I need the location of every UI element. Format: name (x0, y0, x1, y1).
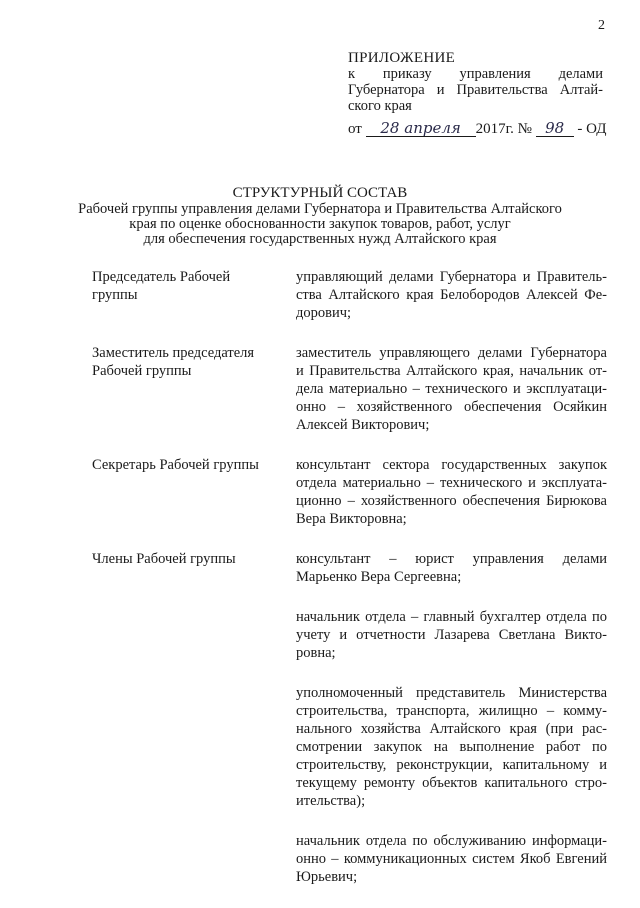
description-line: консультант – юрист управления делами (296, 551, 607, 567)
role-title-line: Рабочей группы (92, 363, 192, 379)
description-line: управляющий делами Губернатора и Правитель- (296, 269, 607, 285)
description-line: онно – хозяйственного обеспечения Осяйкин (296, 399, 607, 415)
handwritten-date: 28 апреля (366, 120, 476, 137)
role-title-line: группы (92, 287, 138, 303)
description-line: Юрьевич; (296, 869, 358, 885)
role-title-line: Секретарь Рабочей группы (92, 457, 259, 473)
description-line: уполномоченный представитель Министерства (296, 685, 607, 701)
role-title (92, 550, 296, 568)
role-title (92, 268, 296, 304)
role-description-list (296, 344, 607, 456)
description-line: и Правительства Алтайского края, начальник от- (296, 363, 607, 379)
description-line: консультант сектора государственных закупок (296, 457, 607, 473)
description-line: смотрении закупок на выполнение работ по (296, 739, 607, 755)
description-line: начальник отдела по обслуживанию информаци- (296, 833, 607, 849)
role-description-list (296, 550, 607, 908)
role-title (92, 456, 296, 474)
description-line: строительства, транспорта, жилищно – комму- (296, 703, 607, 719)
composition-title: СТРУКТУРНЫЙ СОСТАВ (232, 185, 408, 201)
role-row (92, 456, 607, 550)
order-date-line (348, 120, 608, 138)
role-description (296, 684, 607, 810)
order-suffix: - ОД (577, 121, 607, 137)
subtitle-line: Рабочей группы управления делами Губернатора и Правительства Алтайского (78, 201, 562, 217)
composition-heading (40, 186, 600, 247)
role-description (296, 456, 607, 528)
description-line: учету и отчетности Лазарева Светлана Викто- (296, 627, 607, 643)
role-row (92, 550, 607, 908)
role-description (296, 550, 607, 586)
description-line: Вера Викторовна; (296, 511, 407, 527)
role-row (92, 268, 607, 344)
roles-list (92, 268, 607, 908)
appendix-block (348, 50, 603, 114)
role-title-line: Заместитель председателя (92, 345, 255, 361)
role-title-line: Председатель Рабочей (92, 269, 231, 285)
role-description (296, 268, 607, 322)
description-line: онно – коммуникационных систем Якоб Евгений (296, 851, 607, 867)
role-description (296, 344, 607, 434)
appendix-line: Губернатора и Правительства Алтай- (348, 82, 603, 98)
role-description-list (296, 268, 607, 344)
description-line: дорович; (296, 305, 352, 321)
subtitle-line: края по оценке обоснованности закупок товаров, работ, услуг (129, 216, 511, 232)
appendix-line: к приказу управления делами (348, 66, 603, 82)
order-prefix: от (348, 121, 362, 137)
role-title-line: Члены Рабочей группы (92, 551, 236, 567)
order-year: 2017г. № (475, 121, 532, 137)
description-line: заместитель управляющего делами Губернатора (296, 345, 607, 361)
description-line: ционно – хозяйственного обеспечения Бирюкова (296, 493, 607, 509)
description-line: дела материально – технического и эксплуатаци- (296, 381, 607, 397)
description-line: строительству, реконструкции, капитальному и (296, 757, 607, 773)
description-line: ительства); (296, 793, 366, 809)
role-description-list (296, 456, 607, 550)
role-description (296, 832, 607, 886)
role-row (92, 344, 607, 456)
description-line: текущему ремонту объектов капитального стро- (296, 775, 607, 791)
description-line: ровна; (296, 645, 336, 661)
page-number: 2 (598, 18, 605, 33)
appendix-title: ПРИЛОЖЕНИЕ (348, 50, 456, 66)
description-line: нального хозяйства Алтайского края (при рас- (296, 721, 607, 737)
description-line: Алексей Викторович; (296, 417, 430, 433)
handwritten-order-number: 98 (536, 120, 574, 137)
description-line: Марьенко Вера Сергеевна; (296, 569, 462, 585)
role-title (92, 344, 296, 380)
subtitle-line: для обеспечения государственных нужд Алтайского края (143, 231, 497, 247)
description-line: начальник отдела – главный бухгалтер отдела по (296, 609, 607, 625)
appendix-line: ского края (348, 98, 412, 114)
description-line: ства Алтайского края Белобородов Алексей Фе- (296, 287, 607, 303)
composition-subtitle (40, 202, 600, 247)
description-line: отдела материально – технического и эксплуата- (296, 475, 607, 491)
role-description (296, 608, 607, 662)
